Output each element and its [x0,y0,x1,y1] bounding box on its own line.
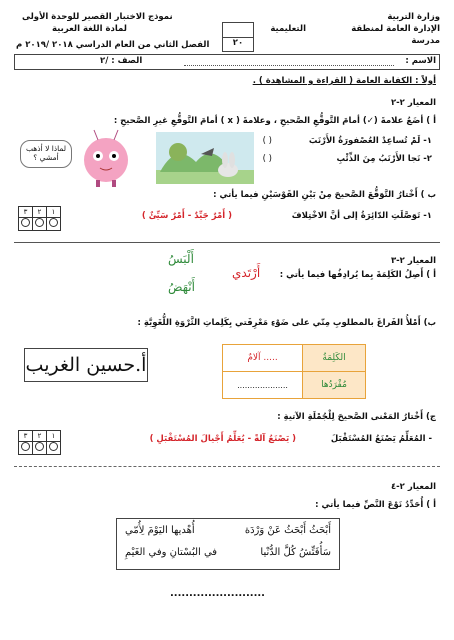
poem-line-1a: أَبْحَثُ أَبْحَثُ عَنْ وَرْدَة [244,525,331,536]
grid-num: ٢ [33,431,47,442]
grid-circle[interactable] [33,218,47,231]
vocab-header-singular: مُفْرَدُها [303,372,366,399]
grid-circle[interactable] [33,442,47,455]
subject-label: لمادة اللغة العربية [52,24,127,34]
options-c1[interactable]: ( يَصْنَعُ آلةً - يُعَلِّمُ أَجْيالَ المُسْتَقْبَلِ ) [149,434,296,444]
section-title: أولاً : الكفاية العامة ( القراءة و المشاهدة ) . [252,76,436,86]
cartoon-character [62,126,144,188]
poem-box [116,518,340,570]
school-label: مدرسة [411,36,440,46]
name-field[interactable] [184,56,394,66]
criterion-label: المعيار ٢-٤ [390,482,436,492]
teacher-name-box [24,348,148,382]
vocab-header-word: الكَلِمَةُ [303,345,366,372]
grid-circle[interactable] [19,218,33,231]
exam-title: نموذج الاختبار القصير للوحدة الأولى [22,12,173,22]
statement-c1: - المُعَلِّمُ يَصْنَعُ المُسْتَقْبَلَ [330,434,432,444]
grid-circle[interactable] [47,218,61,231]
score-grid-2 [18,430,61,455]
region-label: الإدارة العامة لمنطقة [351,24,440,34]
vocab-table [222,344,366,399]
grid-num: ٣ [19,207,33,218]
question-c: ج) أَخْتارُ المَعْنى الصَّحيحَ لِلْجُمْلَةِ الآتيةِ : [277,412,436,422]
question-b: ب ) أَخْتارُ التَّوَقُّعَ الصَّحيحَ مِنْ بَيْنِ القَوْسَيْنِ فيما يأتي : [213,190,436,200]
grid-circle[interactable] [47,442,61,455]
teacher-name: أ.حسين الغريب [25,354,147,376]
cartoon-svg [62,126,144,188]
word-to-match[interactable]: أَرْتَدي [232,266,261,280]
vocab-value-word: ..... آلامٌ [223,345,303,372]
score-grid-1 [18,206,61,231]
criterion-label: المعيار ٢-٣ [390,256,436,266]
divider [14,466,440,467]
statement-2: ٢- نَجا الأَرْنَبُ مِنَ الذِّئْبِ [336,154,432,164]
statement-b1: ١- تَوَصَّلَتِ الدّائِرَةُ إلى أنَّ الاخْتِلافَ [291,211,432,221]
speech-bubble [20,140,72,168]
poem-line-1b: أُهْديها اليَوْمَ لِأُمّي [125,525,195,536]
question-a: أ ) أَصِلُ الكَلِمَةَ بِما يُرادِفُها فيما يأتي : [279,270,436,280]
options-b1[interactable]: ( أَمْرٌ جَيِّدٌ - أَمْرٌ سَيِّئٌ ) [141,211,232,221]
region-suffix-label: التعليمية [270,24,306,34]
question-a: أ ) أُحَدِّدُ نَوْعَ النَّصِّ فيما يأتي : [315,500,436,510]
grid-num: ٢ [33,207,47,218]
vocab-answer-field[interactable]: .................... [223,372,303,399]
statement-1: ١- لَمْ تُساعِدْ العُصْفورَةُ الأَرْنَبَ [308,136,432,146]
score-box [222,22,254,52]
story-illustration [156,132,254,184]
synonym-option-1[interactable]: أَلْبَسُ [168,252,194,266]
name-label: الاسم : [405,56,436,66]
answer-field[interactable]: ......................... [170,588,265,599]
poem-line-2a: سَأُفَتِّشُ كُلَّ الدُّنْيا [260,547,331,558]
synonym-option-2[interactable]: أَنْهَضُ [168,280,195,294]
answer-paren-2[interactable]: ( ) [262,154,272,164]
speech-bubble-text: لماذا لا أذهب أمشي ؟ [25,144,67,162]
criterion-label: المعيار ٢-٢ [390,98,436,108]
semester-label: الفصل الثاني من العام الدراسي ٢٠١٨ /٢٠١٩ م [16,40,210,50]
question-b: ب) أَمْلأُ الفَراغَ بالمطلوبِ مِنّي على ضَوْءِ مَعْرِفَتي بِكَلِماتِ الثَّرْوَةِ اللُّغَوِيَّةِ : [137,318,436,328]
score-value: ٢٠ [232,38,244,48]
grid-circle[interactable] [19,442,33,455]
grid-num: ٣ [19,431,33,442]
story-illustration-svg [156,132,254,184]
answer-paren-1[interactable]: ( ) [262,136,272,146]
grid-num: ١ [47,207,61,218]
poem-line-2b: في البُسْتانِ وفي الغَيْمِ [125,547,218,558]
grid-num: ١ [47,431,61,442]
question-a: أ ) أضَعُ علامةَ (✓) أمامَ التَّوقُّعِ الصَّحيحِ ، وعلامةَ ( x ) أمامَ التَّوقُّعِ غيرِ الصَّحيحِ : [113,116,436,126]
divider [14,242,440,243]
class-label: الصف : /٢ [100,56,143,66]
ministry-label: وزارة التربية [387,12,440,22]
